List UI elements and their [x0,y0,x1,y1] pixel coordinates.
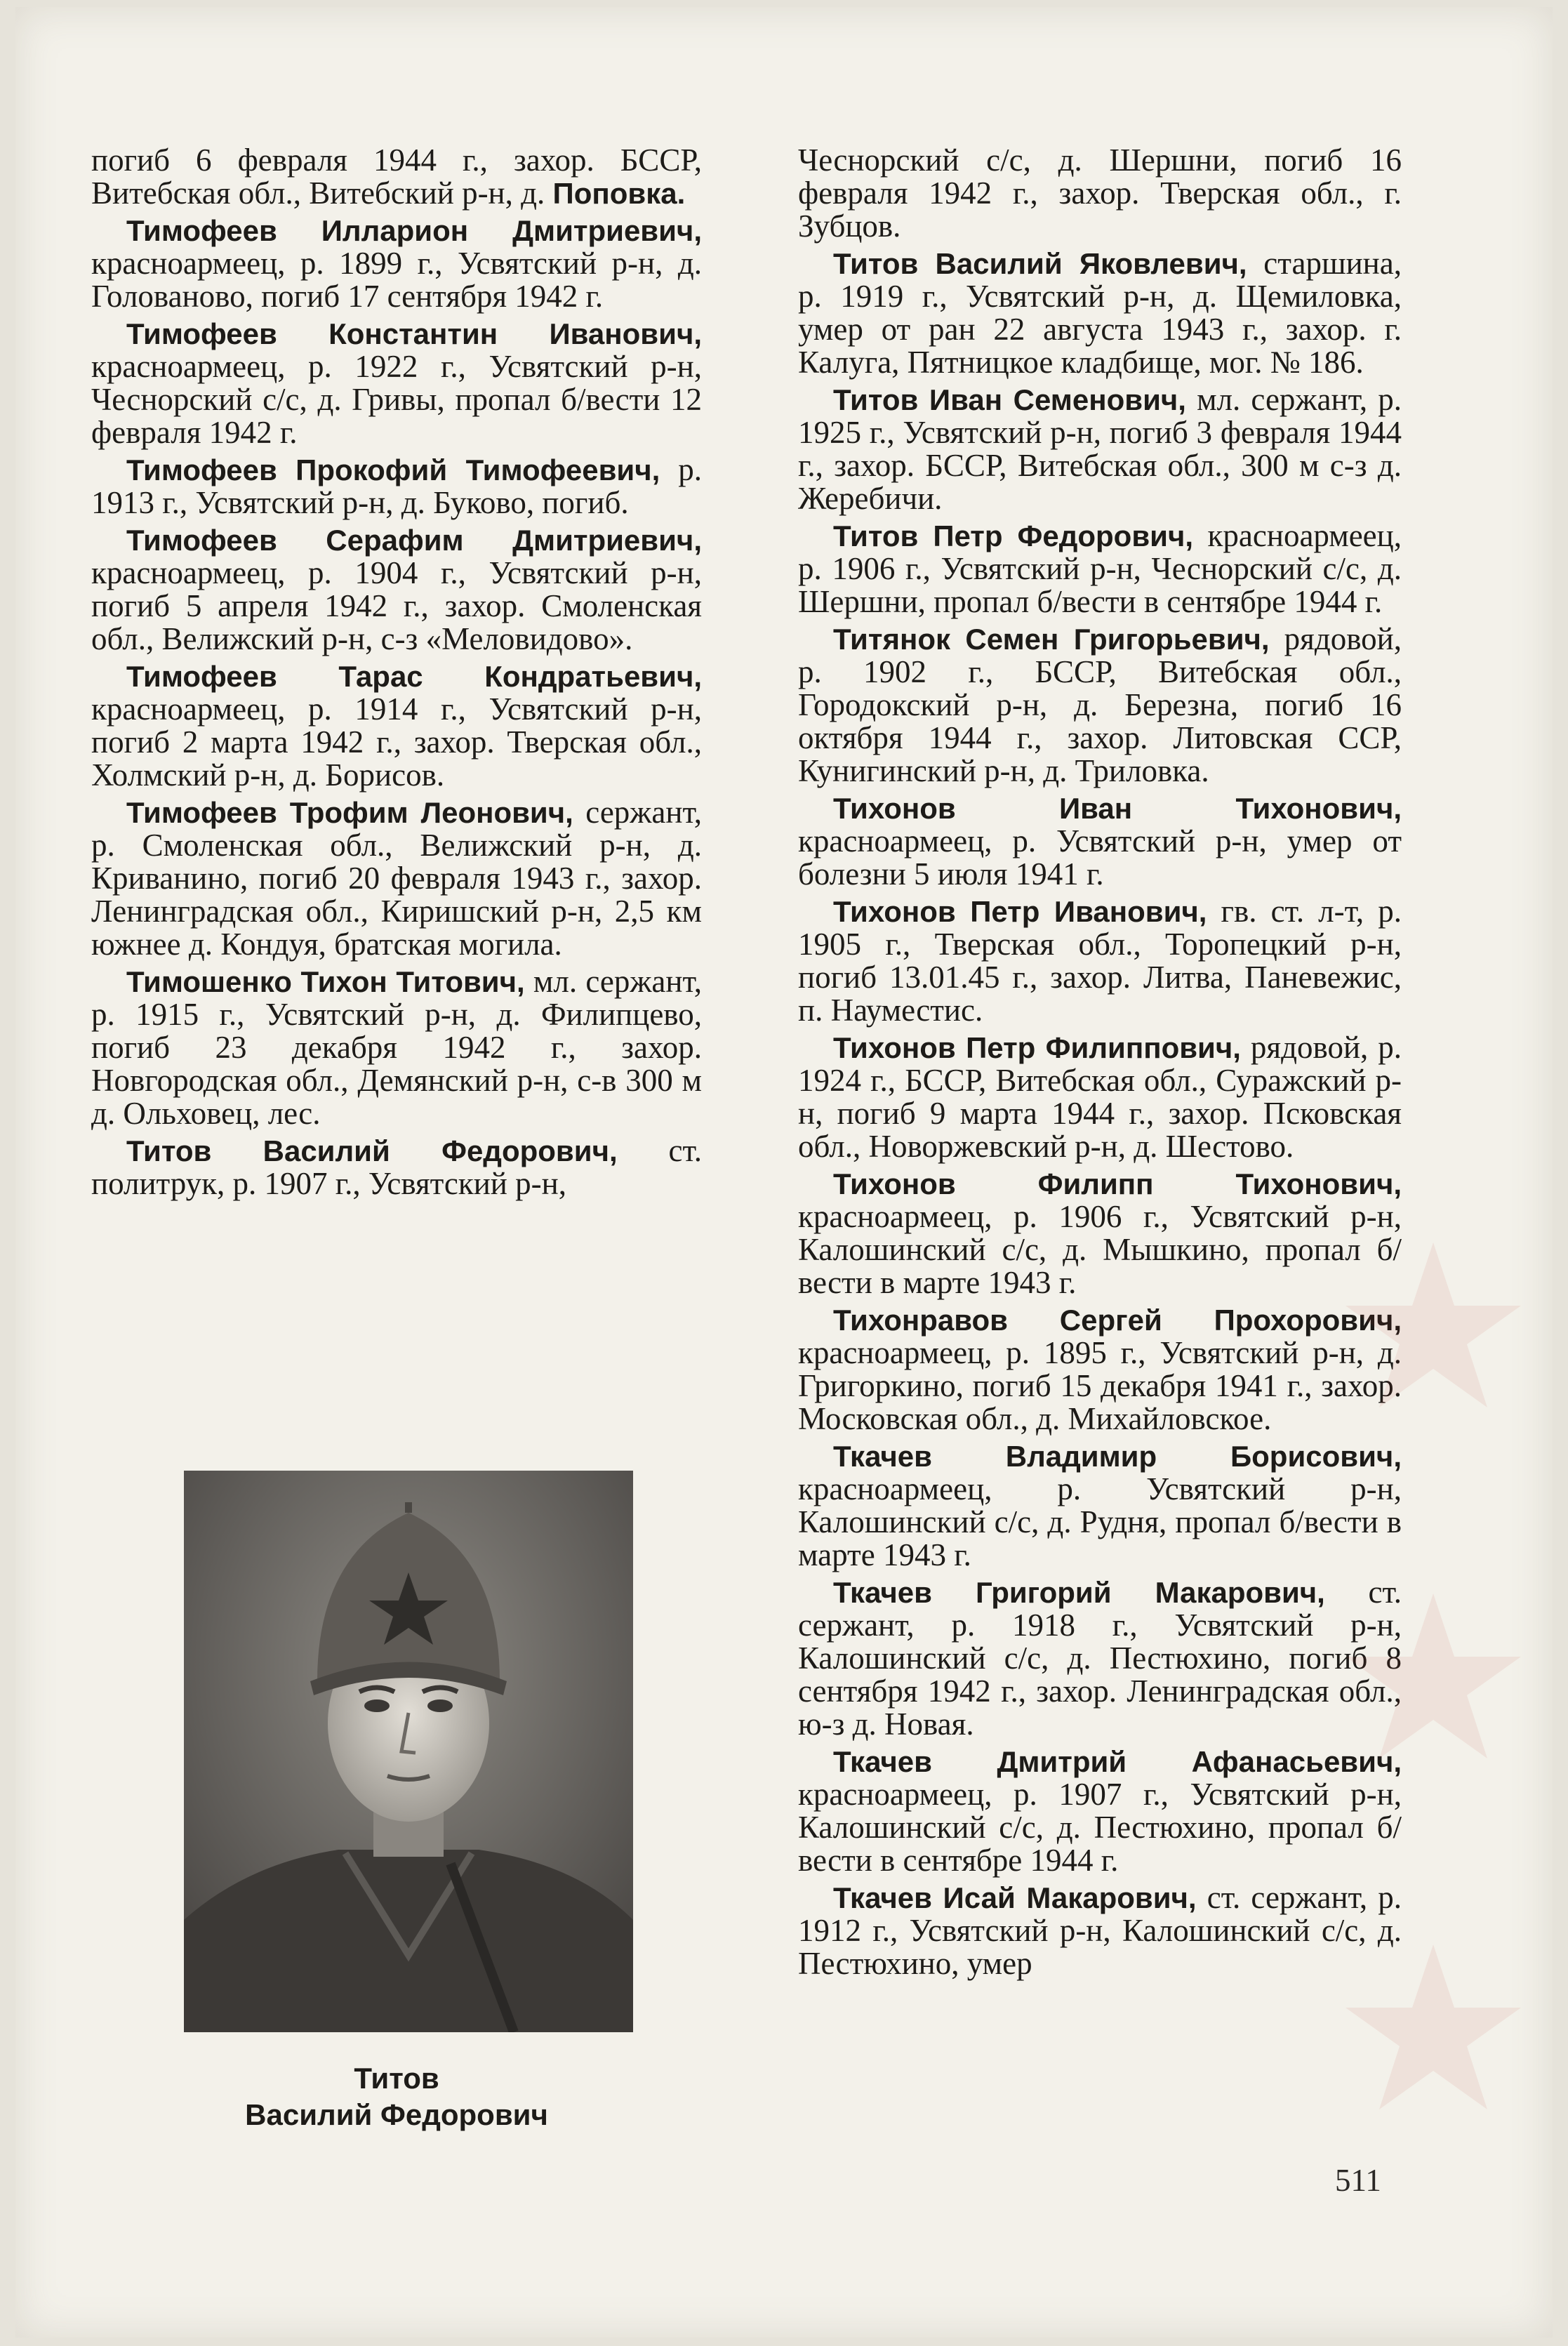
entry-continuation [798,144,1402,243]
entry-name: Тихонравов Сергей Прохорович, [833,1304,1402,1337]
portrait-image [184,1471,633,2032]
entry-text: мл. сержант, р. 1915 г., Усвятский р-н, д. Филипцево, погиб 23 декабря 1942 г., захор. Новгородская обл., Демянский р-н, с-в 300 м д. Ольховец, лес. [91,964,703,1131]
caption-surname: Титов [354,2062,439,2095]
entry-name: Титянок Семен Григорьевич, [833,623,1270,656]
entry-text: красноармеец, р. Усвятский р-н, Калошинский с/с, д. Рудня, пропал б/вести в марте 1943 г. [798,1471,1402,1572]
entry [798,1304,1402,1436]
entry-name: Тихонов Филипп Тихонович, [833,1167,1402,1200]
entry-text: Чесноpский с/с, д. Шершни, погиб 16 февраля 1942 г., захор. Тверская обл., г. Зубцов. [798,143,1402,244]
caption-given-names: Василий Федорович [245,2098,548,2131]
entry [91,317,702,449]
entry-text: красноармеец, р. 1922 г., Усвятский р-н, Чесноpский с/с, д. Гривы, пропал б/вести 12 февраля 1942 г. [91,349,702,450]
right-column [798,144,1402,1984]
entry [91,524,702,656]
entry-text: красноармеец, р. 1904 г., Усвятский р-н, погиб 5 апреля 1942 г., захор. Смоленская обл., Велижский р-н, с-з «Меловидово». [91,555,702,656]
entry-text: красноармеец, р. Усвятский р-н, умер от болезни 5 июля 1941 г. [798,823,1402,892]
entry [798,1745,1402,1877]
entry [798,1576,1402,1741]
entry-name: Тихонов Петр Филиппович, [833,1031,1241,1064]
entry-name: Тихонов Иван Тихонович, [833,792,1402,825]
entry-text: красноармеец, р. 1895 г., Усвятский р-н, д. Григоркино, погиб 15 декабря 1941 г., захор. Московская обл., д. Михайловское. [798,1335,1402,1436]
entry-name: Ткачев Григорий Макарович, [833,1576,1325,1609]
entry-name: Тимофеев Прокофий Тимофеевич, [126,453,660,486]
entry-text: мл. сержант, р. 1925 г., Усвятский р-н, погиб 3 февраля 1944 г., захор. БССР, Витебская обл., 300 м с-з д. Жеребичи. [798,382,1402,516]
entry-name: Тимофеев Константин Иванович, [126,317,702,350]
entry [798,792,1402,891]
entry [91,660,702,792]
entry [798,623,1402,788]
entry-bold-tail: Поповка. [552,177,686,210]
entry-name: Титов Василий Яковлевич, [833,247,1247,280]
entry-text: рядовой, р. 1902 г., БССР, Витебская обл., Городокский р-н, д. Березна, погиб 16 октября 1944 г., захор. Литовская ССР, Кунигинский р-н, д. Триловка. [798,621,1402,788]
entry-name: Тимофеев Илларион Дмитриевич, [126,214,702,247]
entry [798,1881,1402,1980]
entry [798,519,1402,618]
entry [798,247,1402,379]
entry-text: гв. ст. л-т, р. 1905 г., Тверская обл., Торопецкий р-н, погиб 13.01.45 г., захор. Литва, Паневежис, п. Науместис. [798,894,1402,1028]
entry-text: рядовой, р. 1924 г., БССР, Витебская обл., Суражский р-н, погиб 9 марта 1944 г., захор. Псковская обл., Новоржевский р-н, д. Шестово. [798,1030,1402,1164]
entry-name: Тимофеев Трофим Леонович, [126,796,573,829]
left-column [91,144,702,1205]
entry-name: Тимофеев Тарас Кондратьевич, [126,660,702,693]
entry-text: красноармеец, р. 1914 г., Усвятский р-н, погиб 2 марта 1942 г., захор. Тверская обл., Холмский р-н, д. Борисов. [91,691,702,793]
entry-name: Титов Василий Федорович, [126,1134,618,1167]
page-number: 511 [1335,2163,1381,2198]
entry-text: старшина, р. 1919 г., Усвятский р-н, д. Щемиловка, умер от ран 22 августа 1943 г., захор. г. Калуга, Пятницкое кладбище, мог. № 186. [798,246,1402,380]
entry-text: сержант, р. Смоленская обл., Велижский р-н, д. Криванино, погиб 20 февраля 1943 г., захор. Ленинградская обл., Киришский р-н, 2,5 км южнее д. Кондуя, братская могила. [91,795,702,962]
entry-continuation [91,144,702,210]
entry [91,214,702,313]
entry-name: Тимофеев Серафим Дмитриевич, [126,524,702,557]
entry-text: ст. сержант, р. 1912 г., Усвятский р-н, Калошинский с/с, д. Пестюхино, умер [798,1880,1402,1981]
entry-text: красноармеец, р. 1907 г., Усвятский р-н, Калошинский с/с, д. Пестюхино, пропал б/вести в сентябре 1944 г. [798,1777,1402,1878]
entry-text: красноармеец, р. 1906 г., Усвятский р-н, Калошинский с/с, д. Мышкино, пропал б/вести в марте 1943 г. [798,1199,1402,1300]
entry-text: р. 1913 г., Усвятский р-н, д. Буково, погиб. [91,452,703,520]
entry [798,1031,1402,1163]
entry-name: Титов Иван Семенович, [833,383,1186,416]
watermark-stars [1342,1200,1524,2253]
entry [798,383,1402,515]
entry [91,796,702,961]
entry [798,1167,1402,1299]
entry-name: Тимошенко Тихон Титович, [126,965,525,998]
entry-text: красноармеец, р. 1899 г., Усвятский р-н, д. Голованово, погиб 17 сентября 1942 г. [91,246,702,314]
entry-name: Ткачев Исай Макарович, [833,1881,1197,1914]
entry [91,453,702,519]
entry-text: погиб 6 февраля 1944 г., захор. БССР, Витебская обл., Витебский р-н, д. [91,143,702,211]
entry-text: ст. политрук, р. 1907 г., Усвятский р-н, [91,1133,702,1201]
entry [798,895,1402,1027]
photo-caption [91,2060,702,2133]
entry-text: ст. сержант, р. 1918 г., Усвятский р-н, Калошинский с/с, д. Пестюхино, погиб 8 сентября 1942 г., захор. Ленинградская обл., ю-з д. Новая. [798,1575,1402,1742]
entry [91,1134,702,1200]
entry-name: Ткачев Дмитрий Афанасьевич, [833,1745,1402,1778]
portrait-photo [184,1471,633,2032]
entry [91,965,702,1130]
entry-name: Титов Петр Федорович, [833,519,1194,552]
entry-name: Ткачев Владимир Борисович, [833,1440,1402,1473]
entry-text: красноармеец, р. 1906 г., Усвятский р-н, Чесноpский с/с, д. Шершни, пропал б/вести в сентябре 1944 г. [798,518,1402,619]
entry-name: Тихонов Петр Иванович, [833,895,1207,928]
entry [798,1440,1402,1572]
book-page [15,7,1553,2338]
